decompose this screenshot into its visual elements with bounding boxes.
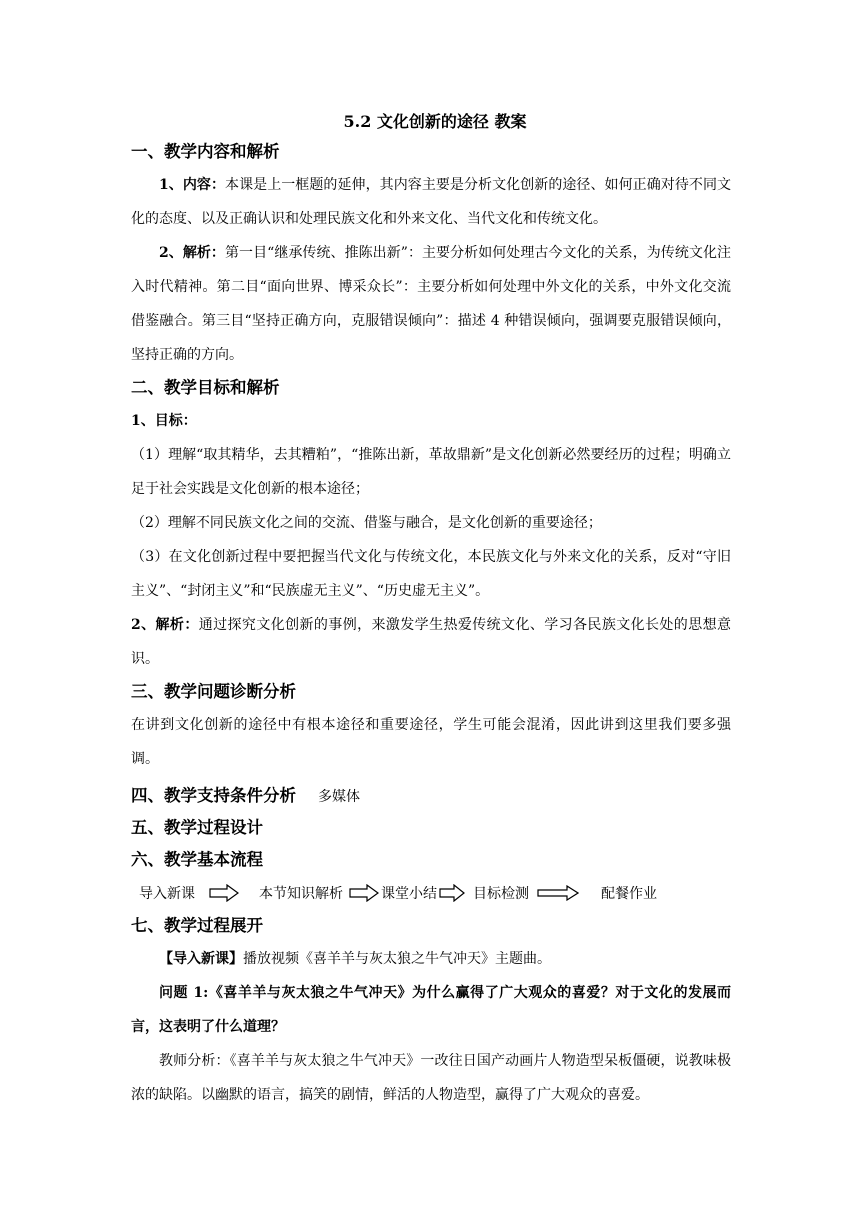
support-condition: 多媒体 (318, 789, 360, 805)
goal-item: （1）理解“取其精华，去其糟粕”，“推陈出新，革故鼎新”是文化创新必然要经历的过程；明确立足于社会实践是文化创新的根本途径； (131, 447, 731, 497)
analysis-paragraph (131, 236, 731, 372)
diagnosis-paragraph: 在讲到文化创新的途径中有根本途径和重要途径，学生可能会混淆，因此讲到这里我们要多强调。 (131, 717, 731, 767)
intro-paragraph (131, 942, 731, 976)
flow-step: 本节知识解析 (259, 886, 343, 902)
intro-text: 播放视频《喜羊羊与灰太狼之牛气冲天》主题曲。 (243, 951, 551, 967)
content-label: 1、内容： (159, 177, 226, 193)
teacher-analysis-paragraph: 教师分析：《喜羊羊与灰太狼之牛气冲天》一改往日国产动画片人物造型呆板僵硬，说教味极浓的缺陷。以幽默的语言，搞笑的剧情，鲜活的人物造型，赢得了广大观众的喜爱。 (131, 1053, 731, 1103)
goal-analysis-text: 通过探究文化创新的事例，来激发学生热爱传统文化、学习各民族文化长处的思想意识。 (131, 617, 732, 667)
flow-step: 课堂小结 (381, 886, 437, 902)
flow-step: 配餐作业 (601, 886, 657, 902)
section-heading-2: 二、教学目标和解析 (131, 378, 280, 397)
section-heading-4-label: 四、教学支持条件分析 (131, 786, 296, 805)
goal-item: （2）理解不同民族文化之间的交流、借鉴与融合，是文化创新的重要途径； (131, 515, 602, 531)
flow-diagram (131, 876, 731, 910)
analysis-label: 2、解析： (159, 245, 225, 261)
document-title: 5.2 文化创新的途径 教案 (343, 112, 527, 131)
goal-item: （3）在文化创新过程中要把握当代文化与传统文化，本民族文化与外来文化的关系，反对“守旧主义”、“封闭主义”和“民族虚无主义”、“历史虚无主义”。 (131, 549, 731, 599)
section-heading-1: 一、教学内容和解析 (131, 142, 280, 161)
right-arrow-icon (537, 885, 579, 901)
question-paragraph: 问题 1:《喜羊羊与灰太狼之牛气冲天》为什么赢得了广大观众的喜爱？对于文化的发展而言，这表明了什么道理？ (131, 985, 731, 1035)
right-arrow-icon (349, 884, 379, 902)
section-heading-7: 七、教学过程展开 (131, 916, 263, 935)
goals-label-line (131, 404, 731, 438)
section-heading-6: 六、教学基本流程 (131, 850, 263, 869)
section-heading-3: 三、教学问题诊断分析 (131, 682, 296, 701)
goal-analysis-paragraph (131, 608, 731, 676)
content-paragraph (131, 168, 731, 236)
right-arrow-icon (439, 884, 465, 902)
flow-step: 导入新课 (139, 886, 195, 902)
goals-label: 1、目标： (131, 413, 197, 429)
section-heading-4 (131, 780, 731, 812)
right-arrow-icon (209, 884, 239, 902)
flow-step: 目标检测 (473, 886, 529, 902)
content-text: 本课是上一框题的延伸，其内容主要是分析文化创新的途径、如何正确对待不同文化的态度、以及正确认识和处理民族文化和外来文化、当代文化和传统文化。 (131, 177, 731, 227)
section-heading-5: 五、教学过程设计 (131, 818, 263, 837)
intro-label: 【导入新课】 (159, 951, 243, 967)
analysis-text: 第一目“继承传统、推陈出新”：主要分析如何处理古今文化的关系，为传统文化注入时代精神。第二目“面向世界、博采众长”：主要分析如何处理中外文化的关系，中外文化交流借鉴融合。第三目“坚持正确方向，克服错误倾向”：描述 4 种错误倾向，强调要克服错误倾向，坚持正确的方向。 (131, 245, 731, 363)
goal-analysis-label: 2、解析： (131, 617, 199, 633)
document-body (131, 108, 731, 1112)
